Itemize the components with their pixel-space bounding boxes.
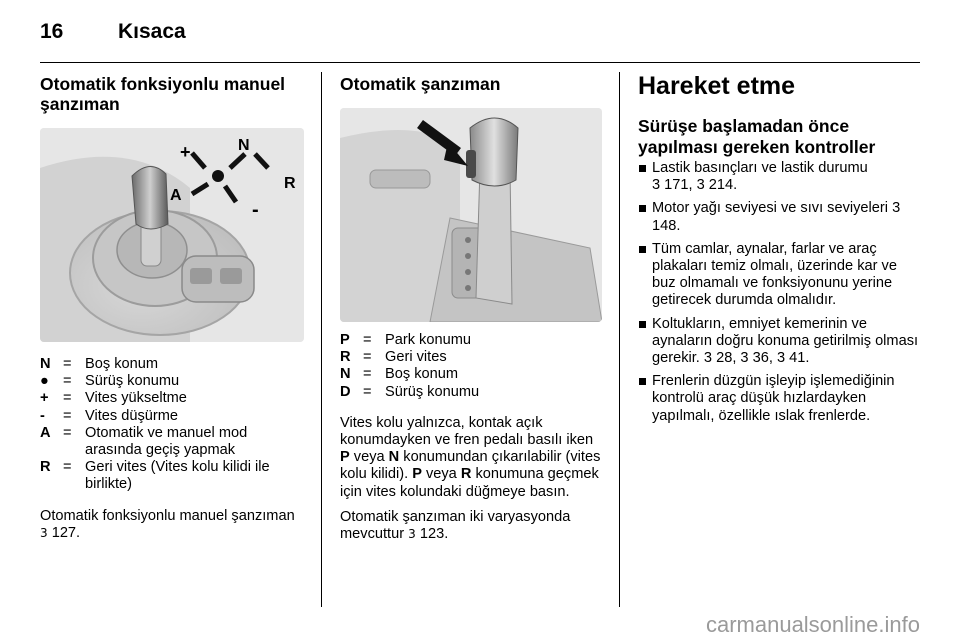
auto-lever-illustration: [340, 108, 602, 322]
checklist-item: Tüm camlar, aynalar, farlar ve araç plakaları temiz olmalı, üzerinde kar ve buz olmamalı ve fonksiyonunu yerine getirecek durumda olmalıdır.: [638, 241, 920, 310]
legend-item: A = Otomatik ve manuel mod arasında geçiş yapmak: [40, 424, 248, 459]
page-ref-icon: 3: [408, 527, 416, 542]
cross-reference-note: Otomatik fonksiyonlu manuel şanzıman 3 127.: [40, 507, 295, 541]
section-heading: Otomatik şanzıman: [340, 74, 501, 94]
legend-item: N = Boş konum: [40, 356, 159, 372]
fig-label-r: R: [284, 175, 296, 192]
section-title: Hareket etme: [638, 72, 796, 100]
legend-item: P = Park konumu: [340, 332, 471, 348]
paragraph-variants: Otomatik şanzıman iki varyasyonda mevcuttur 3 123.: [340, 508, 571, 543]
legend-item: - = Vites düşürme: [40, 407, 179, 424]
checklist-item: Frenlerin düzgün işleyip işlemediğinin kontrolü araç düşük hızlardayken yapılmalı, özellikle ıslak frenlerde.: [638, 373, 920, 425]
column-driving-off: [638, 74, 920, 431]
page-header: [40, 16, 920, 50]
page-refs[interactable]: 3 171, 3 214.: [652, 177, 738, 194]
section-heading: Otomatik fonksiyonlu manuel şanzıman: [40, 74, 286, 114]
column-divider-2: [619, 72, 620, 607]
page-title: Kısaca: [118, 20, 186, 43]
legend-list: [40, 356, 304, 494]
fig-label-a: A: [170, 187, 182, 204]
page-refs[interactable]: 3 148.: [652, 200, 901, 234]
fig-label-minus: -: [252, 199, 259, 221]
automatic-gear-lever-figure: [340, 108, 602, 322]
header-divider: [40, 62, 920, 63]
legend-item: N = Boş konum: [340, 366, 459, 383]
gear-lever-illustration: [40, 128, 304, 342]
legend-item: ● = Sürüş konumu: [40, 373, 180, 390]
legend-item: R = Geri vites (Vites kolu kilidi ile birlikte): [40, 459, 270, 493]
page-number: 16: [40, 20, 64, 43]
checklist-item: Lastik basınçları ve lastik durumu 3 171, 3 214.: [638, 160, 920, 194]
fig-label-plus: +: [180, 142, 191, 162]
page-ref-icon: 3: [40, 525, 48, 540]
checklist-item: Koltukların, emniyet kemerinin ve aynaların doğru konuma getirilmiş olması gerekir. 3 28, 3 36, 3 41.: [638, 316, 920, 368]
page-ref-link[interactable]: 127.: [51, 524, 81, 541]
legend-list: [340, 332, 602, 401]
page-ref-link[interactable]: 123.: [419, 526, 449, 543]
checklist: [638, 160, 920, 425]
watermark: carmanualsonline.info: [705, 612, 920, 637]
legend-item: D = Sürüş konumu: [340, 383, 480, 400]
column-divider-1: [321, 72, 322, 607]
manual-gear-lever-figure: [40, 128, 304, 342]
paragraph-lever-lock: Vites kolu yalnızca, kontak açık konumdayken ve fren pedalı basılı iken P veya N konumundan çıkarılabilir (vites kolu kilidi). P veya R konumuna geçmek için vites kolundaki düğmeye basın.: [340, 414, 601, 500]
column-manual-transmission: [40, 74, 304, 550]
legend-item: + = Vites yükseltme: [40, 390, 187, 407]
fig-label-n: N: [238, 137, 250, 154]
checklist-item: Motor yağı seviyesi ve sıvı seviyeleri 3 148.: [638, 200, 920, 234]
subsection-heading: Sürüşe başlamadan önce yapılması gereken kontroller: [638, 116, 876, 157]
legend-item: R = Geri vites: [340, 349, 447, 366]
page-refs[interactable]: 3 28, 3 36, 3 41.: [703, 350, 810, 367]
column-automatic-transmission: [340, 74, 602, 551]
